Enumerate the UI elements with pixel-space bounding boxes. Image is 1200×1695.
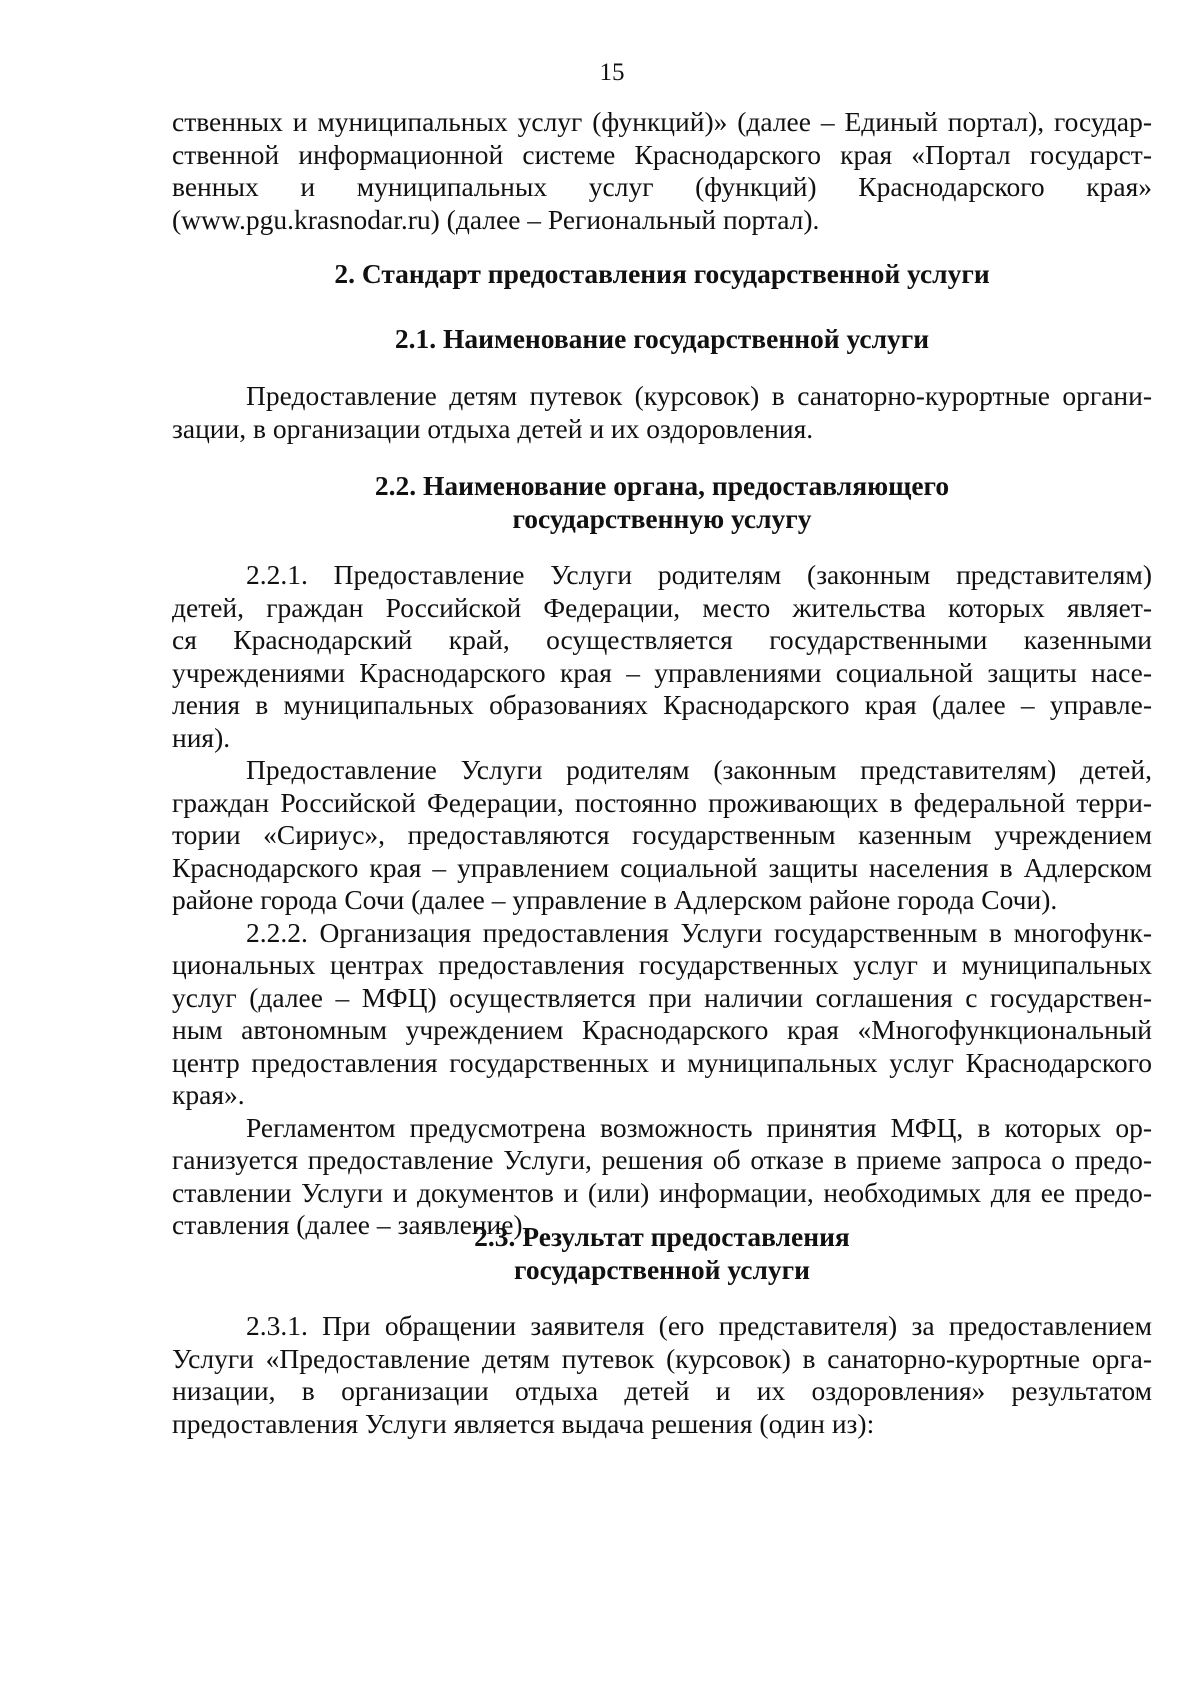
- text-line: венных и муниципальных услуг (функций) Краснодарского края»: [172, 171, 1152, 202]
- text-line: Регламентом предусмотрена возможность принятия МФЦ, в которых ор-: [246, 1111, 1152, 1143]
- text-line: края».: [172, 1079, 245, 1110]
- text-line: (www.pgu.krasnodar.ru) (далее – Региональный портал).: [172, 203, 820, 235]
- text-line: центр предоставления государственных и муниципальных услуг Краснодарского: [172, 1046, 1152, 1078]
- text-line: граждан Российской Федерации, постоянно проживающих в федеральной терри-: [172, 786, 1152, 818]
- text-line: предоставления Услуги является выдача решения (один из):: [172, 1407, 875, 1439]
- text-line: детей, граждан Российской Федерации, место жительства которых являет-: [172, 591, 1152, 623]
- text-line: ственных и муниципальных услуг (функций)» (далее – Единый портал), государ-: [172, 106, 1152, 137]
- text-line: 2.2.2. Организация предоставления Услуги государственным в многофунк-: [246, 916, 1152, 948]
- text-line: Краснодарского края – управлением социальной защиты населения в Адлерском: [172, 851, 1152, 883]
- section-title: 2. Стандарт предоставления государственной услуги: [334, 258, 990, 289]
- text-line: Предоставление Услуги родителям (законным представителям) детей,: [246, 754, 1152, 785]
- text-line: ставления (далее – заявление).: [172, 1209, 530, 1240]
- text-line: циональных центрах предоставления государственных услуг и муниципальных: [172, 949, 1152, 980]
- text-line: тории «Сириус», предоставляются государственным казенным учреждением: [172, 819, 1152, 850]
- section-2-2-paragraphs: [172, 559, 1152, 1242]
- section-title-line: 2.2. Наименование органа, предоставляющего: [374, 470, 950, 501]
- text-line: ганизуется предоставление Услуги, решения об отказе в приеме запроса о предо-: [172, 1144, 1152, 1175]
- text-line: зации, в организации отдыха детей и их оздоровления.: [172, 412, 814, 444]
- section-title-line: государственную услугу: [512, 502, 812, 534]
- text-line: ставлении Услуги и документов и (или) информации, необходимых для ее предо-: [172, 1176, 1152, 1208]
- text-line: ления в муниципальных образованиях Краснодарского края (далее – управле-: [172, 689, 1152, 720]
- text-line: 2.3.1. При обращении заявителя (его представителя) за предоставлением: [246, 1310, 1152, 1341]
- page-number: 15: [599, 59, 625, 86]
- text-line: 2.2.1. Предоставление Услуги родителям (законным представителям): [246, 559, 1152, 590]
- section-heading-2-2: [172, 470, 1152, 535]
- section-heading-2-3: [172, 1221, 1152, 1286]
- text-line: Предоставление детям путевок (курсовок) в санаторно-курортные органи-: [246, 380, 1152, 411]
- text-line: учреждениями Краснодарского края – управлениями социальной защиты насе-: [172, 656, 1152, 688]
- text-line: Услуги «Предоставление детям путевок (курсовок) в санаторно-курортные орга-: [172, 1342, 1152, 1374]
- text-line: ным автономным учреждением Краснодарского края «Многофункциональный: [172, 1014, 1152, 1045]
- section-heading-2-1: [172, 323, 1152, 356]
- text-line: услуг (далее – МФЦ) осуществляется при наличии соглашения с государствен-: [172, 981, 1152, 1013]
- text-line: ственной информационной системе Краснодарского края «Портал государст-: [172, 138, 1152, 170]
- section-title-line: 2.3. Результат предоставления: [474, 1221, 850, 1252]
- text-line: районе города Сочи (далее – управление в Адлерском районе города Сочи).: [172, 884, 1058, 915]
- text-line: ния).: [172, 721, 231, 753]
- intro-paragraph: [172, 106, 1152, 236]
- text-line: ся Краснодарский край, осуществляется государственными казенными: [172, 624, 1152, 655]
- section-2-1-paragraph: [172, 380, 1152, 445]
- section-title: 2.1. Наименование государственной услуги: [394, 323, 930, 354]
- section-2-3-paragraph: [172, 1310, 1152, 1440]
- text-line: низации, в организации отдыха детей и их оздоровления» результатом: [172, 1375, 1152, 1406]
- section-heading-2: [172, 258, 1152, 291]
- section-title-line: государственной услуги: [514, 1253, 810, 1285]
